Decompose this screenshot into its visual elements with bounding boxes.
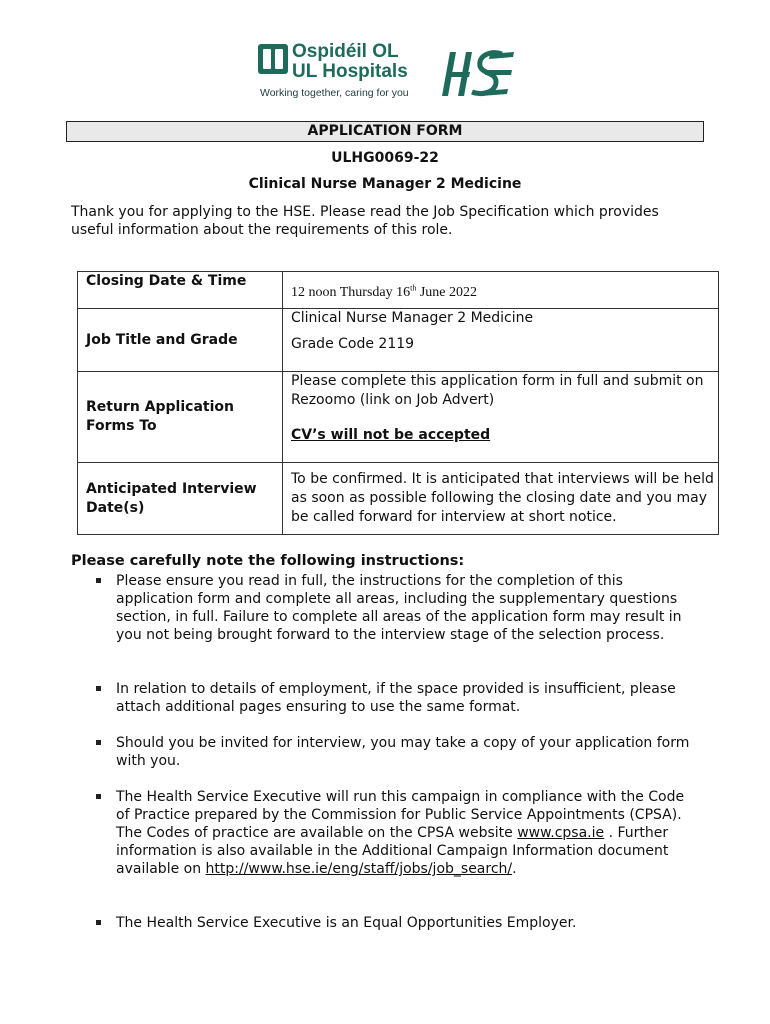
list-item: In relation to details of employment, if the space provided is insufficient, please attach additional pages ensuring to use the same format. (96, 680, 701, 716)
hospital-tagline: Working together, caring for you (260, 87, 409, 99)
closing-date-label: Closing Date & Time (78, 272, 283, 309)
instructions-heading: Please carefully note the following instructions: (71, 553, 465, 569)
header-logos (258, 42, 518, 104)
closing-date-text: 12 noon Thursday 16th June 2022 (291, 283, 478, 300)
list-item: The Health Service Executive will run this campaign in compliance with the Code of Practice prepared by the Commission for Public Service Appointments (CPSA). The Codes of practice are available on the CPSA website www.cpsa.ie . Further information is also available in the Additional Campaign Information document available on http://www.hse.ie/eng/staff/jobs/job_search/. (96, 788, 701, 878)
closing-date-value (283, 272, 719, 309)
bullet-icon (96, 920, 101, 925)
intro-paragraph: Thank you for applying to the HSE. Please read the Job Specification which provides useful information about the requirements of this role. (71, 204, 659, 238)
return-forms-value (283, 372, 719, 463)
bullet-icon (96, 578, 101, 583)
list-item: Please ensure you read in full, the instructions for the completion of this application form and complete all areas, including the supplementary questions section, in full. Failure to complete all areas of the application form may result in you not being brought forward to the interview stage of the selection process. (96, 572, 701, 644)
hospital-name-irish: Ospidéil OL (292, 41, 399, 62)
list-item: Should you be invited for interview, you may take a copy of your application form with you. (96, 734, 701, 770)
bullet-icon (96, 740, 101, 745)
bullet-icon (96, 686, 101, 691)
cv-warning: CV’s will not be accepted (291, 427, 491, 443)
application-details-table (77, 271, 719, 535)
return-forms-text: Please complete this application form in full and submit on Rezoomo (link on Job Advert) (291, 373, 704, 408)
table-row (78, 372, 719, 463)
job-title-text: Clinical Nurse Manager 2 Medicine (291, 310, 534, 326)
form-banner: APPLICATION FORM (66, 121, 704, 142)
list-item: The Health Service Executive is an Equal Opportunities Employer. (96, 914, 701, 932)
ul-hospitals-logo-icon (258, 44, 288, 74)
bullet-icon (96, 794, 101, 799)
table-row (78, 272, 719, 309)
table-row (78, 463, 719, 535)
role-title: Clinical Nurse Manager 2 Medicine (248, 176, 522, 192)
return-forms-label: Return Application Forms To (78, 372, 283, 463)
hospital-name-english: UL Hospitals (292, 61, 408, 82)
table-row (78, 309, 719, 372)
job-title-value (283, 309, 719, 372)
cpsa-link[interactable]: www.cpsa.ie (517, 825, 605, 841)
hse-jobs-link[interactable]: http://www.hse.ie/eng/staff/jobs/job_search/ (205, 861, 513, 877)
campaign-reference: ULHG0069-22 (331, 150, 439, 166)
interview-date-label: Anticipated Interview Date(s) (78, 463, 283, 535)
hse-logo-icon (442, 44, 514, 104)
grade-code-text: Grade Code 2119 (291, 336, 415, 352)
interview-date-value: To be confirmed. It is anticipated that interviews will be held as soon as possible following the closing date and you may be called forward for interview at short notice. (283, 463, 719, 535)
job-title-label: Job Title and Grade (78, 309, 283, 372)
